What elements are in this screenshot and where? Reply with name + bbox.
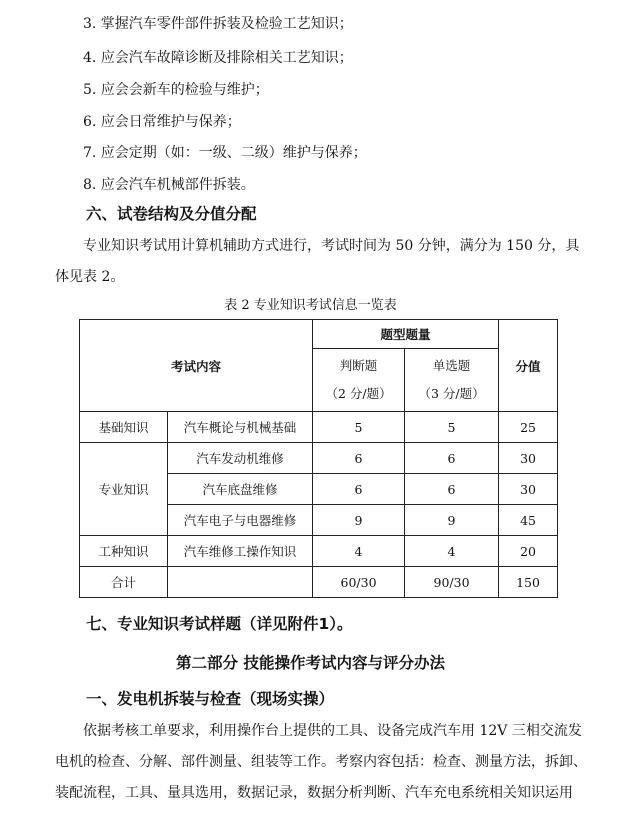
row-judge: 9 xyxy=(313,505,405,536)
header-question-types: 题型题量 xyxy=(313,320,499,349)
part-2-paragraph-line-1: 依据考核工单要求，利用操作台上提供的工具、设备完成汽车用 12V 三相交流发 xyxy=(83,723,582,739)
row-single: 9 xyxy=(405,505,499,536)
row-judge: 5 xyxy=(313,412,405,443)
row-judge: 6 xyxy=(313,443,405,474)
row-value: 30 xyxy=(499,443,558,474)
row-value: 20 xyxy=(499,536,558,567)
header-judge xyxy=(313,349,405,412)
table-total-row xyxy=(80,567,558,598)
row-item: 汽车电子与电器维修 xyxy=(168,505,313,536)
total-label: 合计 xyxy=(80,567,168,598)
part-2-paragraph-line-3: 装配流程，工具、量具选用，数据记录，数据分析判断、汽车充电系统相关知识运用 xyxy=(55,785,573,801)
list-item-3: 3. 掌握汽车零件部件拆装及检验工艺知识； xyxy=(83,16,353,32)
row-value: 25 xyxy=(499,412,558,443)
section-6-heading: 六、试卷结构及分值分配 xyxy=(86,205,257,223)
section-6-paragraph-line-2: 体见表 2。 xyxy=(55,269,125,285)
part-2-paragraph-line-2: 电机的检查、分解、部件测量、组装等工作。考察内容包括：检查、测量方法，拆卸、 xyxy=(55,754,587,770)
table-row xyxy=(80,412,558,443)
row-single: 6 xyxy=(405,443,499,474)
total-judge: 60/30 xyxy=(313,567,405,598)
header-value: 分值 xyxy=(499,320,558,412)
row-category: 专业知识 xyxy=(80,443,168,536)
table-row xyxy=(80,536,558,567)
header-single xyxy=(405,349,499,412)
row-value: 30 xyxy=(499,474,558,505)
table-row xyxy=(80,443,558,474)
part-2-sub-heading: 一、发电机拆装与检查（现场实操） xyxy=(86,690,335,708)
total-single: 90/30 xyxy=(405,567,499,598)
total-value: 150 xyxy=(499,567,558,598)
row-category: 工种知识 xyxy=(80,536,168,567)
list-item-5: 5. 应会会新车的检验与维护； xyxy=(83,82,269,98)
row-category: 基础知识 xyxy=(80,412,168,443)
section-6-paragraph-line-1: 专业知识考试用计算机辅助方式进行，考试时间为 50 分钟，满分为 150 分，具 xyxy=(83,238,580,254)
header-single-name: 单选题 xyxy=(432,358,471,373)
row-single: 6 xyxy=(405,474,499,505)
header-content: 考试内容 xyxy=(80,320,313,412)
list-item-6: 6. 应会日常维护与保养； xyxy=(83,114,241,130)
row-item: 汽车发动机维修 xyxy=(168,443,313,474)
list-item-7: 7. 应会定期（如：一级、二级）维护与保养； xyxy=(83,145,367,161)
table-caption: 表 2 专业知识考试信息一览表 xyxy=(224,298,397,313)
list-item-4: 4. 应会汽车故障诊断及排除相关工艺知识； xyxy=(83,50,353,66)
row-item: 汽车概论与机械基础 xyxy=(168,412,313,443)
table-header-row xyxy=(80,320,558,349)
row-item: 汽车底盘维修 xyxy=(168,474,313,505)
row-judge: 6 xyxy=(313,474,405,505)
total-item xyxy=(168,567,313,598)
exam-info-table xyxy=(79,319,558,598)
row-single: 4 xyxy=(405,536,499,567)
header-judge-score: （2 分/题） xyxy=(325,386,392,401)
list-item-8: 8. 应会汽车机械部件拆装。 xyxy=(83,177,255,193)
row-value: 45 xyxy=(499,505,558,536)
section-7-heading: 七、专业知识考试样题（详见附件1）。 xyxy=(86,615,353,633)
row-single: 5 xyxy=(405,412,499,443)
header-single-score: （3 分/题） xyxy=(418,386,485,401)
row-item: 汽车维修工操作知识 xyxy=(168,536,313,567)
row-judge: 4 xyxy=(313,536,405,567)
header-judge-name: 判断题 xyxy=(339,358,378,373)
part-2-title: 第二部分 技能操作考试内容与评分办法 xyxy=(176,654,445,672)
